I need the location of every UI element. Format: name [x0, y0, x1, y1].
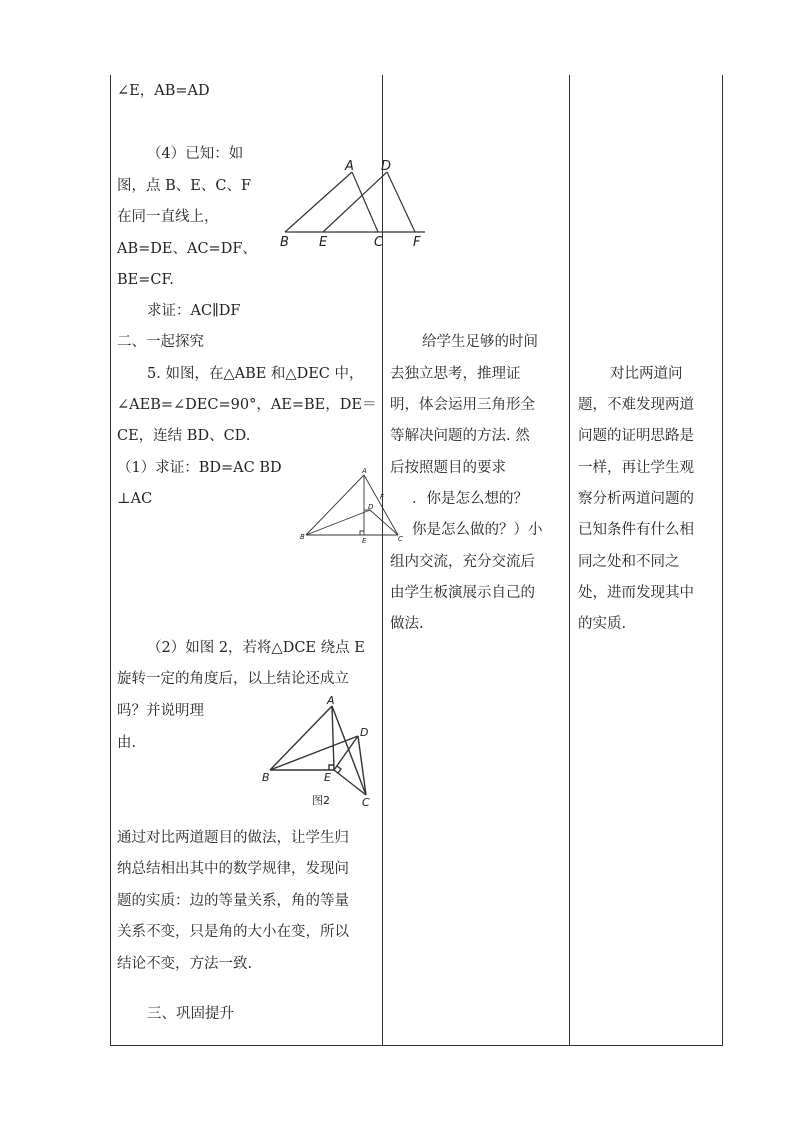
table-border-left — [110, 75, 111, 1046]
fig1-label-d: D — [381, 159, 392, 174]
table-divider-2 — [569, 75, 570, 1046]
fig3-label-d: D — [360, 726, 369, 739]
summary-line-1: 通过对比两道题目的做法，让学生归 — [117, 830, 349, 846]
prove-statement-4: 求证：AC∥DF — [147, 303, 241, 319]
col2-line-8: 组内交流，充分交流后 — [390, 554, 535, 570]
item4-line-3: 在同一直线上， — [117, 209, 219, 225]
fig1-label-a: A — [345, 159, 354, 174]
fig1-label-c: C — [374, 235, 384, 250]
figure-right-triangles — [296, 465, 408, 547]
fig2-label-c: C — [398, 535, 403, 543]
col3-line-3: 问题的证明思路是 — [578, 428, 694, 444]
q5-part2-line-2: 旋转一定的角度后，以上结论还成立 — [117, 671, 349, 687]
fig2-label-b: B — [300, 533, 305, 541]
q5-part2-line-3: 吗？并说明理 — [117, 703, 204, 719]
col3-line-1: 对比两道问 — [610, 366, 683, 382]
col2-line-1: 给学生足够的时间 — [422, 334, 538, 350]
section-2-heading: 二、一起探究 — [117, 334, 204, 350]
item4-line-1: （4）已知：如 — [147, 146, 244, 162]
q5-part1-line-2: ⊥AC — [117, 491, 153, 507]
fig1-label-b: B — [280, 235, 289, 250]
summary-line-2: 纳总结相出其中的数学规律，发现问 — [117, 861, 349, 877]
summary-line-3: 题的实质：边的等量关系，角的等量 — [117, 893, 349, 909]
q5-line-1: 5. 如图，在△ABE 和△DEC 中， — [147, 366, 364, 382]
q5-line-3: CE，连结 BD、CD. — [117, 428, 251, 444]
col2-line-3: 明，体会运用三角形全 — [390, 397, 535, 413]
item4-line-2: 图，点 B、E、C、F — [117, 178, 252, 194]
figure-parallel-triangles — [275, 150, 435, 250]
table-border-right — [722, 75, 723, 1046]
fig2-label-a: A — [362, 467, 367, 475]
fig3-label-a: A — [327, 694, 335, 707]
fig1-label-e: E — [319, 235, 328, 250]
figure-rotated-triangle — [250, 692, 385, 810]
col2-line-9: 由学生板演展示自己的 — [390, 585, 535, 601]
col2-line-7: 你是怎么做的？）小 — [412, 522, 543, 538]
col2-line-6: ．你是怎么想的？ — [412, 491, 528, 507]
col3-line-2: 题，不难发现两道 — [578, 397, 694, 413]
fig3-label-b: B — [262, 771, 270, 784]
col3-line-7: 同之处和不同之 — [578, 554, 680, 570]
col3-line-5: 察分析两道问题的 — [578, 491, 694, 507]
col2-line-2: 去独立思考，推理证 — [390, 366, 521, 382]
fig1-label-f: F — [413, 235, 421, 250]
item4-line-4: AB=DE、AC=DF、 — [117, 241, 257, 257]
fig2-label-d: D — [368, 503, 374, 511]
fig2-label-f: F — [380, 493, 385, 501]
fig3-label-c: C — [362, 796, 370, 809]
q5-part1-line-1: （1）求证：BD=AC BD — [117, 460, 282, 476]
col2-line-5: 后按照题目的要求 — [390, 460, 506, 476]
table-border-bottom — [110, 1045, 723, 1046]
fig2-label-e: E — [362, 537, 367, 545]
section-3-heading: 三、巩固提升 — [147, 1006, 234, 1022]
col2-line-4: 等解决问题的方法. 然 — [390, 428, 530, 444]
col3-line-6: 已知条件有什么相 — [578, 522, 694, 538]
col3-line-4: 一样，再让学生观 — [578, 460, 694, 476]
summary-line-4: 关系不变，只是角的大小在变，所以 — [117, 924, 349, 940]
text-angle-e: ∠E，AB=AD — [117, 83, 210, 99]
fig3-caption: 图2 — [312, 794, 330, 807]
summary-line-5: 结论不变，方法一致. — [117, 956, 253, 972]
fig3-label-e: E — [324, 771, 331, 784]
q5-part2-line-1: （2）如图 2，若将△DCE 绕点 E — [147, 640, 365, 656]
q5-part2-line-4: 由. — [117, 735, 137, 751]
item4-line-5: BE=CF. — [117, 272, 174, 288]
col3-line-8: 处，进而发现其中 — [578, 585, 694, 601]
col2-line-10: 做法. — [390, 616, 424, 632]
q5-line-2: ∠AEB=∠DEC=90°，AE=BE，DE＝ — [117, 397, 377, 413]
col3-line-9: 的实质. — [578, 616, 627, 632]
